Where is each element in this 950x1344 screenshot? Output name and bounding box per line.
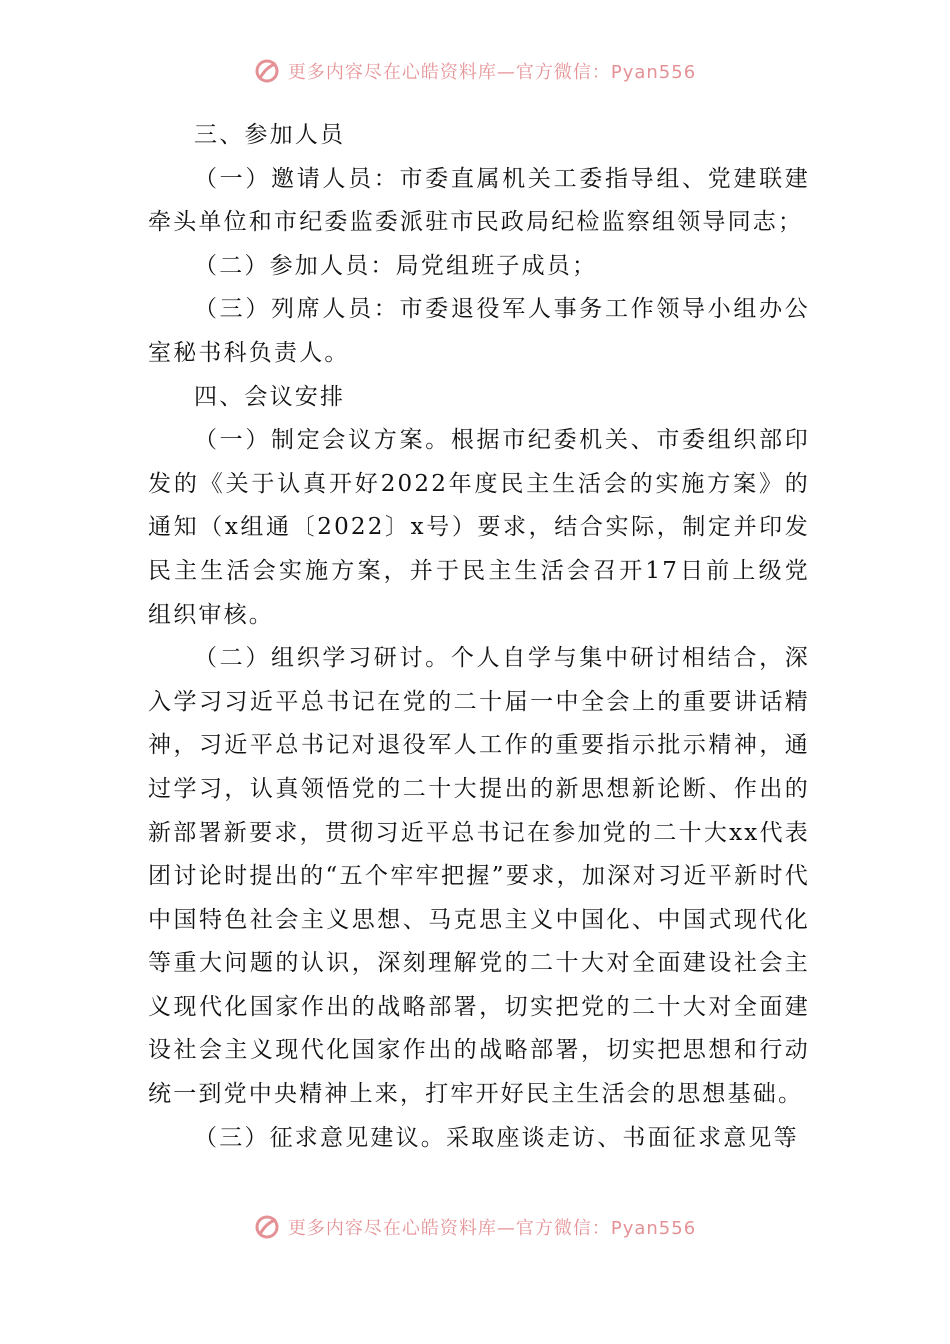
section-heading-arrangements: 四、会议安排 xyxy=(194,383,346,410)
paragraph-meeting-plan: （一）制定会议方案。根据市纪委机关、市委组织部印发的《关于认真开好2022年度民主生活会的实施方案》的通知（x组通〔2022〕x号）要求，结合实际，制定并印发民主生活会实施方案，并于民主生活会召开17日前上级党组织审核。 xyxy=(148,427,810,628)
watermark-logo-icon xyxy=(254,1214,280,1240)
watermark-text: 更多内容尽在心皓资料库—官方微信：Pyan556 xyxy=(287,1218,697,1239)
watermark-footer xyxy=(0,1210,950,1244)
document-body xyxy=(148,114,810,1160)
paragraph-invited-persons: （一）邀请人员：市委直属机关工委指导组、党建联建牵头单位和市纪委监委派驻市民政局纪检监察组领导同志； xyxy=(148,165,810,236)
paragraph-study-discussion: （二）组织学习研讨。个人自学与集中研讨相结合，深入学习习近平总书记在党的二十届一中全会上的重要讲话精神，习近平总书记对退役军人工作的重要指示批示精神，通过学习，认真领悟党的二十大提出的新思想新论断、作出的新部署新要求，贯彻习近平总书记在参加党的二十大xx代表团讨论时提出的“五个牢牢把握”要求，加深对习近平新时代中国特色社会主义思想、马克思主义中国化、中国式现代化等重大问题的认识，深刻理解党的二十大对全面建设社会主义现代化国家作出的战略部署，切实把党的二十大对全面建设社会主义现代化国家作出的战略部署，切实把思想和行动统一到党中央精神上来，打牢开好民主生活会的思想基础。 xyxy=(148,645,810,1108)
paragraph-solicit-opinions: （三）征求意见建议。采取座谈走访、书面征求意见等 xyxy=(194,1124,799,1151)
watermark-logo-icon xyxy=(254,58,280,84)
paragraph-attendees: （三）列席人员：市委退役军人事务工作领导小组办公室秘书科负责人。 xyxy=(148,296,810,366)
watermark-header xyxy=(0,54,950,88)
paragraph-participants: （二）参加人员：局党组班子成员； xyxy=(194,252,598,279)
watermark-text: 更多内容尽在心皓资料库—官方微信：Pyan556 xyxy=(287,62,697,83)
section-heading-participants: 三、参加人员 xyxy=(194,122,346,148)
